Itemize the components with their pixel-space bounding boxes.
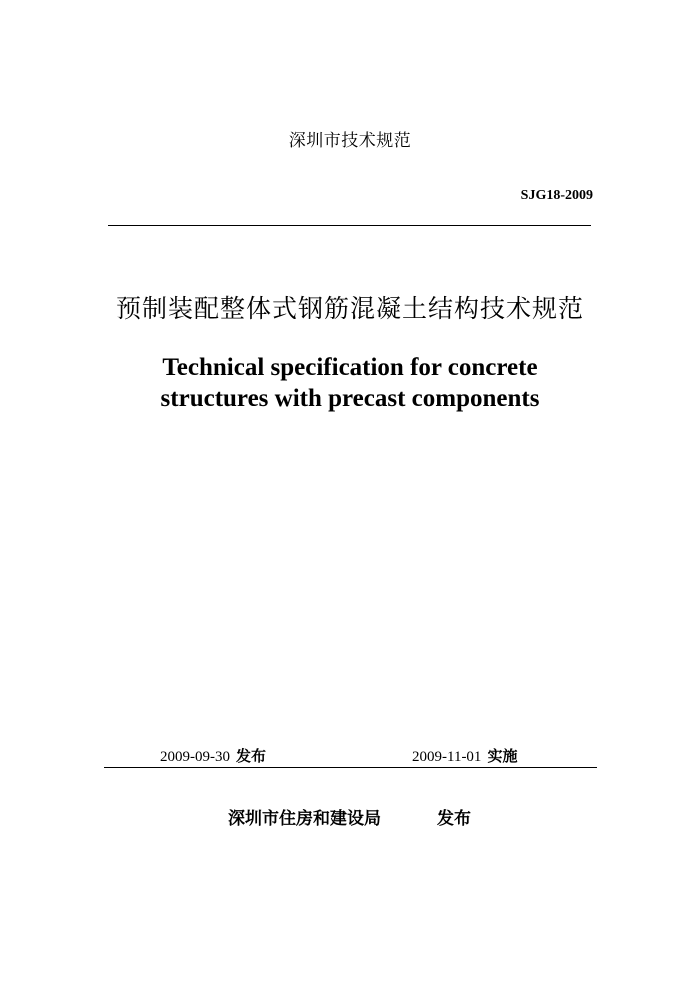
implementation-label: 实施 (487, 747, 518, 765)
title-chinese: 预制装配整体式钢筋混凝土结构技术规范 (115, 294, 584, 323)
standard-number: SJG18-2009 (520, 188, 593, 203)
issue-date: 2009-09-30 (160, 749, 230, 765)
publisher: 深圳市住房和建设局 (228, 809, 381, 829)
implementation-date: 2009-11-01 (412, 749, 482, 765)
title-english-line1: Technical specification for concrete (162, 354, 538, 381)
bottom-divider (104, 767, 597, 768)
publisher-action: 发布 (437, 809, 471, 829)
top-divider (108, 225, 591, 226)
issue-label: 发布 (236, 747, 267, 765)
series-title: 深圳市技术规范 (288, 131, 412, 151)
implementation-date-block (412, 745, 517, 766)
issue-date-block (160, 745, 266, 766)
title-english-line2: structures with precast components (160, 385, 540, 412)
title-english (0, 352, 700, 414)
